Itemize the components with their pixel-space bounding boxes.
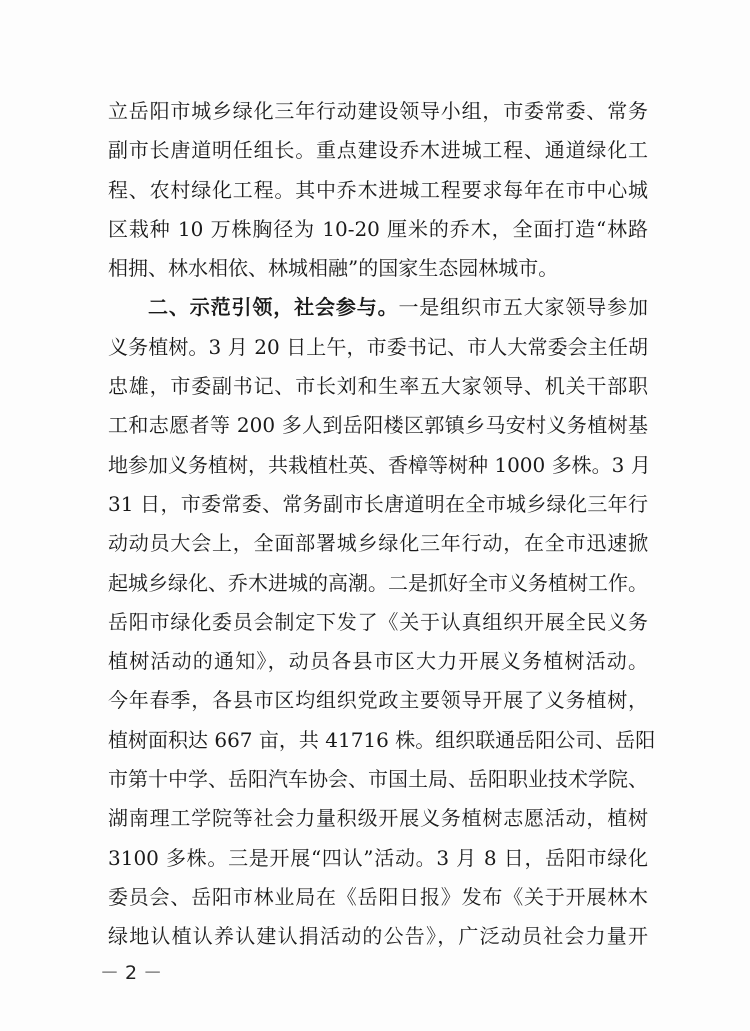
text-line: 3100 多株。三是开展“四认”活动。3 月 8 日，岳阳市绿化 [108,845,648,870]
text-line: 绿地认植认养认建认捐活动的公告》，广泛动员社会力量开 [108,924,648,949]
text-line: 程、农村绿化工程。其中乔木进城工程要求每年在市中心城 [108,177,648,202]
text-line: 区栽种 10 万株胸径为 10-20 厘米的乔木，全面打造“林路 [108,216,648,241]
text-line: 义务植树。3 月 20 日上午，市委书记、市人大常委会主任胡 [108,334,648,359]
text-line: 相拥、林水相依、林城相融”的国家生态园林城市。 [108,256,559,281]
page-number: － 2 － [100,962,163,984]
text-line: 动动员大会上，全面部署城乡绿化三年行动，在全市迅速掀 [108,531,648,556]
text-line: 今年春季，各县市区均组织党政主要领导开展了义务植树， [108,688,648,713]
text-line: 起城乡绿化、乔木进城的高潮。二是抓好全市义务植树工作。 [108,570,648,595]
text-line: 副市长唐道明任组长。重点建设乔木进城工程、通道绿化工 [108,138,648,163]
text-line: 植树活动的通知》，动员各县市区大力开展义务植树活动。 [108,649,648,674]
text-line: 地参加义务植树，共栽植杜英、香樟等树种 1000 多株。3 月 [108,452,651,477]
body-text [108,92,656,957]
text-line: 忠雄，市委副书记、市长刘和生率五大家领导、机关干部职 [108,374,648,399]
text-line: 31 日，市委常委、常务副市长唐道明在全市城乡绿化三年行 [108,491,648,516]
text-line: 委员会、岳阳市林业局在《岳阳日报》发布《关于开展林木 [108,884,648,909]
section-heading-line [108,288,648,327]
section-heading: 二、示范引领，社会参与。 [148,295,399,320]
text-line: 工和志愿者等 200 多人到岳阳楼区郭镇乡马安村义务植树基 [108,413,648,438]
section-heading-continuation: 一是组织市五大家领导参加 [398,295,649,320]
text-line: 植树面积达 667 亩，共 41716 株。组织联通岳阳公司、岳阳 [108,727,656,752]
text-line: 岳阳市绿化委员会制定下发了《关于认真组织开展全民义务 [108,609,648,634]
text-line: 湖南理工学院等社会力量积级开展义务植树志愿活动，植树 [108,806,648,831]
text-line: 市第十中学、岳阳汽车协会、市国土局、岳阳职业技术学院、 [108,767,648,792]
text-line: 立岳阳市城乡绿化三年行动建设领导小组，市委常委、常务 [108,99,648,123]
